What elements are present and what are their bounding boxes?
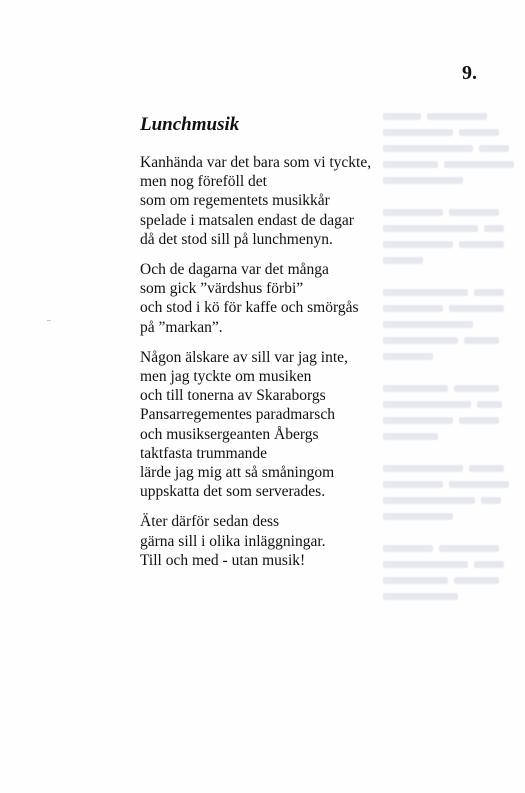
poem-line: lärde jag mig att så småningom [140,464,335,482]
bleed-word [459,129,499,136]
poem-line: men jag tyckte om musiken [140,368,312,386]
bleed-word [383,145,473,152]
bleed-word [481,497,501,504]
bleed-line [383,604,523,620]
bleed-word [459,241,504,248]
poem-line: Någon älskare av sill var jag inte, [140,348,348,366]
poem-line: uppskatta det som serverades. [140,483,326,501]
poem-line: taktfasta trummande [140,444,267,462]
poem-line: som om regementets musikkår [140,192,330,210]
bleed-word [454,385,499,392]
bleed-line [383,588,523,604]
poem-title: Lunchmusik [140,114,240,135]
bleed-word [383,129,453,136]
bleed-word [464,337,499,344]
stanza [140,512,410,570]
poem-line: och musiksergeanten Åbergs [140,425,319,443]
bleed-word [449,209,499,216]
stanza [140,348,410,502]
paper-speck [47,320,51,321]
bleed-line [383,124,523,140]
bleed-word [449,305,504,312]
bleed-word [459,417,499,424]
poem-line: Till och med - utan musik! [140,551,306,569]
stanza [140,153,410,249]
bleed-word [449,481,509,488]
poem-line: gärna sill i olika inläggningar. [140,532,326,550]
bleed-word [383,593,458,600]
bleed-word [484,225,504,232]
bleed-word [454,577,499,584]
poem-line: spelade i matsalen endast de dagar [140,211,354,229]
poem-line: Och de dagarna var det många [140,261,329,279]
bleed-word [383,113,421,120]
poem-line: men nog föreföll det [140,173,267,191]
stanza [140,260,410,337]
poem-line: som gick ”värdshus förbi” [140,280,304,298]
bleed-word [474,289,504,296]
poem-line: Kanhända var det bara som vi tyckte, [140,154,372,171]
poem-body [140,153,410,581]
bleed-word [439,545,499,552]
bleed-word [479,145,509,152]
bleed-word [477,401,502,408]
poem-line: och till tonerna av Skaraborgs [140,387,326,405]
poem-line: på ”markan”. [140,318,223,336]
bleed-word [427,113,487,120]
poem-line: då det stod sill på lunchmenyn. [140,230,333,248]
poem-line: Äter därför sedan dess [140,513,280,531]
bleed-word [474,561,504,568]
bleed-word [469,465,504,472]
page-number: 9. [462,62,477,84]
bleed-line [383,108,523,124]
bleed-word [444,161,514,168]
poem-line: Pansarregementes paradmarsch [140,406,335,424]
poem-line: och stod i kö för kaffe och smörgås [140,299,359,317]
